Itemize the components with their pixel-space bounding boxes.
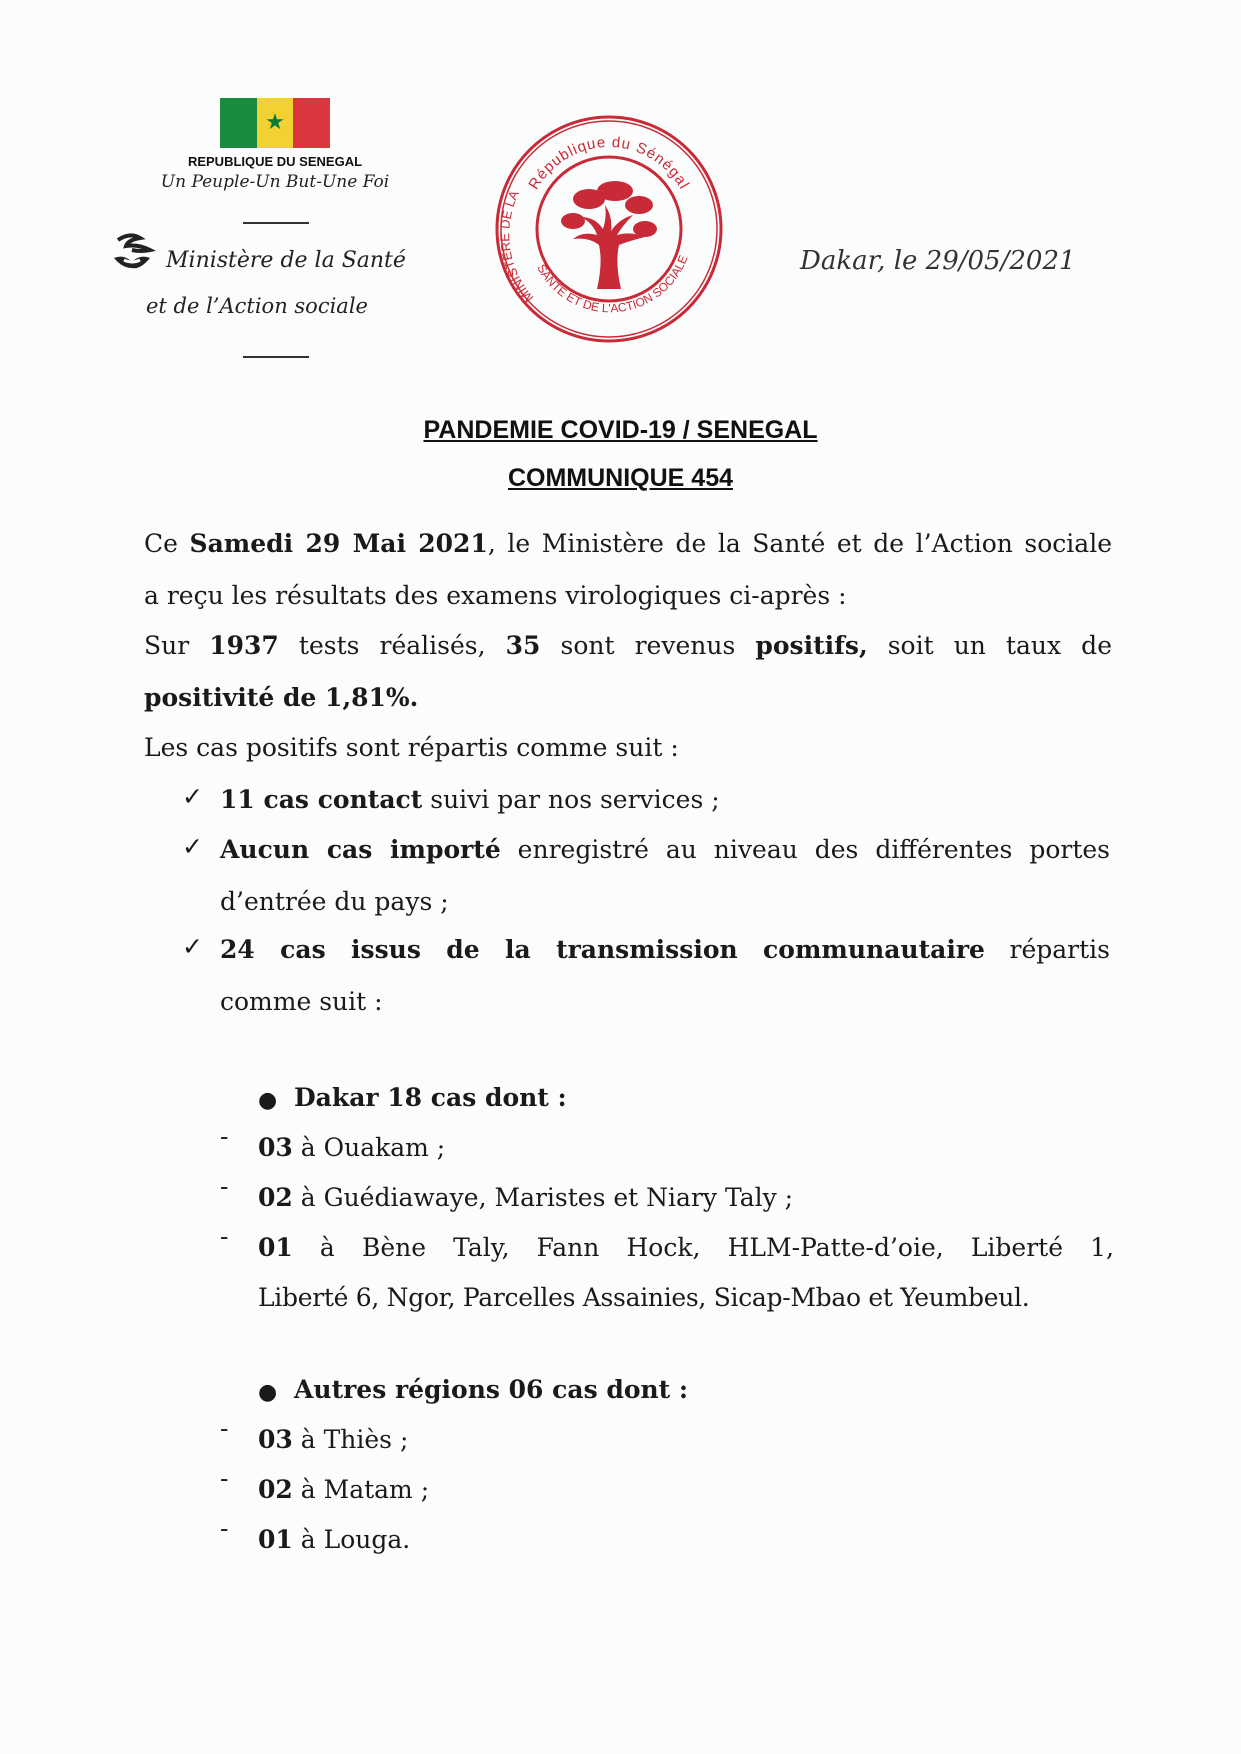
dakar-item: 03 à Ouakam ; — [258, 1133, 446, 1162]
check-item: Aucun cas importé enregistré au niveau des différentes portes — [220, 835, 1110, 864]
dakar-item-continued: Liberté 6, Ngor, Parcelles Assainies, Sicap-Mbao et Yeumbeul. — [258, 1283, 1030, 1312]
seal-text-top: République du Sénégal — [525, 133, 693, 193]
ministry-name-line2: et de l’Action sociale — [146, 294, 368, 318]
breakdown-intro: Les cas positifs sont répartis comme suit : — [144, 733, 679, 762]
region-item: 01 à Louga. — [258, 1525, 411, 1554]
dakar-heading: Dakar 18 cas dont : — [294, 1083, 567, 1112]
document-title: PANDEMIE COVID-19 / SENEGAL — [423, 416, 818, 444]
check-item: 24 cas issus de la transmission communautaire répartis — [220, 935, 1110, 964]
document-date: Dakar, le 29/05/2021 — [800, 246, 1076, 276]
check-item: 11 cas contact suivi par nos services ; — [220, 785, 720, 814]
star-icon: ★ — [265, 110, 285, 135]
dakar-item: 01 à Bène Taly, Fann Hock, HLM-Patte-d’oie, Liberté 1, — [258, 1233, 1114, 1262]
tests-summary: Sur 1937 tests réalisés, 35 sont revenus positifs, soit un taux de — [144, 631, 1112, 660]
ministry-logo-icon — [110, 232, 162, 281]
dash-icon: - — [220, 1172, 229, 1201]
positive-count: 35 — [505, 631, 541, 660]
check-icon: ✓ — [182, 782, 203, 811]
region-item: 03 à Thiès ; — [258, 1425, 409, 1454]
check-item-continued: comme suit : — [220, 987, 383, 1016]
svg-text:MINISTERE DE LA — [497, 188, 536, 306]
dash-icon: - — [220, 1122, 229, 1151]
republic-name: REPUBLIQUE DU SENEGAL — [187, 154, 363, 169]
ministry-name: Ministère de la Santé — [166, 248, 406, 273]
baobab-tree-icon — [561, 181, 657, 289]
national-motto: Un Peuple-Un But-Une Foi — [160, 172, 390, 192]
regions-heading: Autres régions 06 cas dont : — [294, 1375, 689, 1404]
dash-icon: - — [220, 1222, 229, 1251]
communique-number: COMMUNIQUE 454 — [507, 464, 734, 492]
check-item-continued: d’entrée du pays ; — [220, 887, 449, 916]
seal-text-left: MINISTERE DE LA — [497, 188, 537, 306]
bullet-icon: ● — [258, 1380, 278, 1405]
dakar-item: 02 à Guédiawaye, Maristes et Niary Taly ; — [258, 1183, 794, 1212]
positivity-rate: positivité de 1,81%. — [144, 683, 419, 712]
bullet-icon: ● — [258, 1088, 278, 1113]
official-seal-icon — [493, 113, 725, 345]
divider — [243, 356, 309, 358]
report-date: Samedi 29 Mai 2021 — [189, 529, 488, 558]
dash-icon: - — [220, 1464, 229, 1493]
dash-icon: - — [220, 1414, 229, 1443]
senegal-flag-icon — [220, 98, 330, 148]
intro-line: Ce Samedi 29 Mai 2021, le Ministère de la Santé et de l’Action sociale — [144, 529, 1112, 558]
divider — [243, 222, 309, 224]
check-icon: ✓ — [182, 932, 203, 961]
check-icon: ✓ — [182, 832, 203, 861]
dash-icon: - — [220, 1514, 229, 1543]
intro-line: a reçu les résultats des examens virologiques ci-après : — [144, 581, 847, 610]
tests-count: 1937 — [209, 631, 279, 660]
seal-text-bottom: SANTE ET DE L'ACTION SOCIALE — [534, 253, 691, 316]
region-item: 02 à Matam ; — [258, 1475, 430, 1504]
